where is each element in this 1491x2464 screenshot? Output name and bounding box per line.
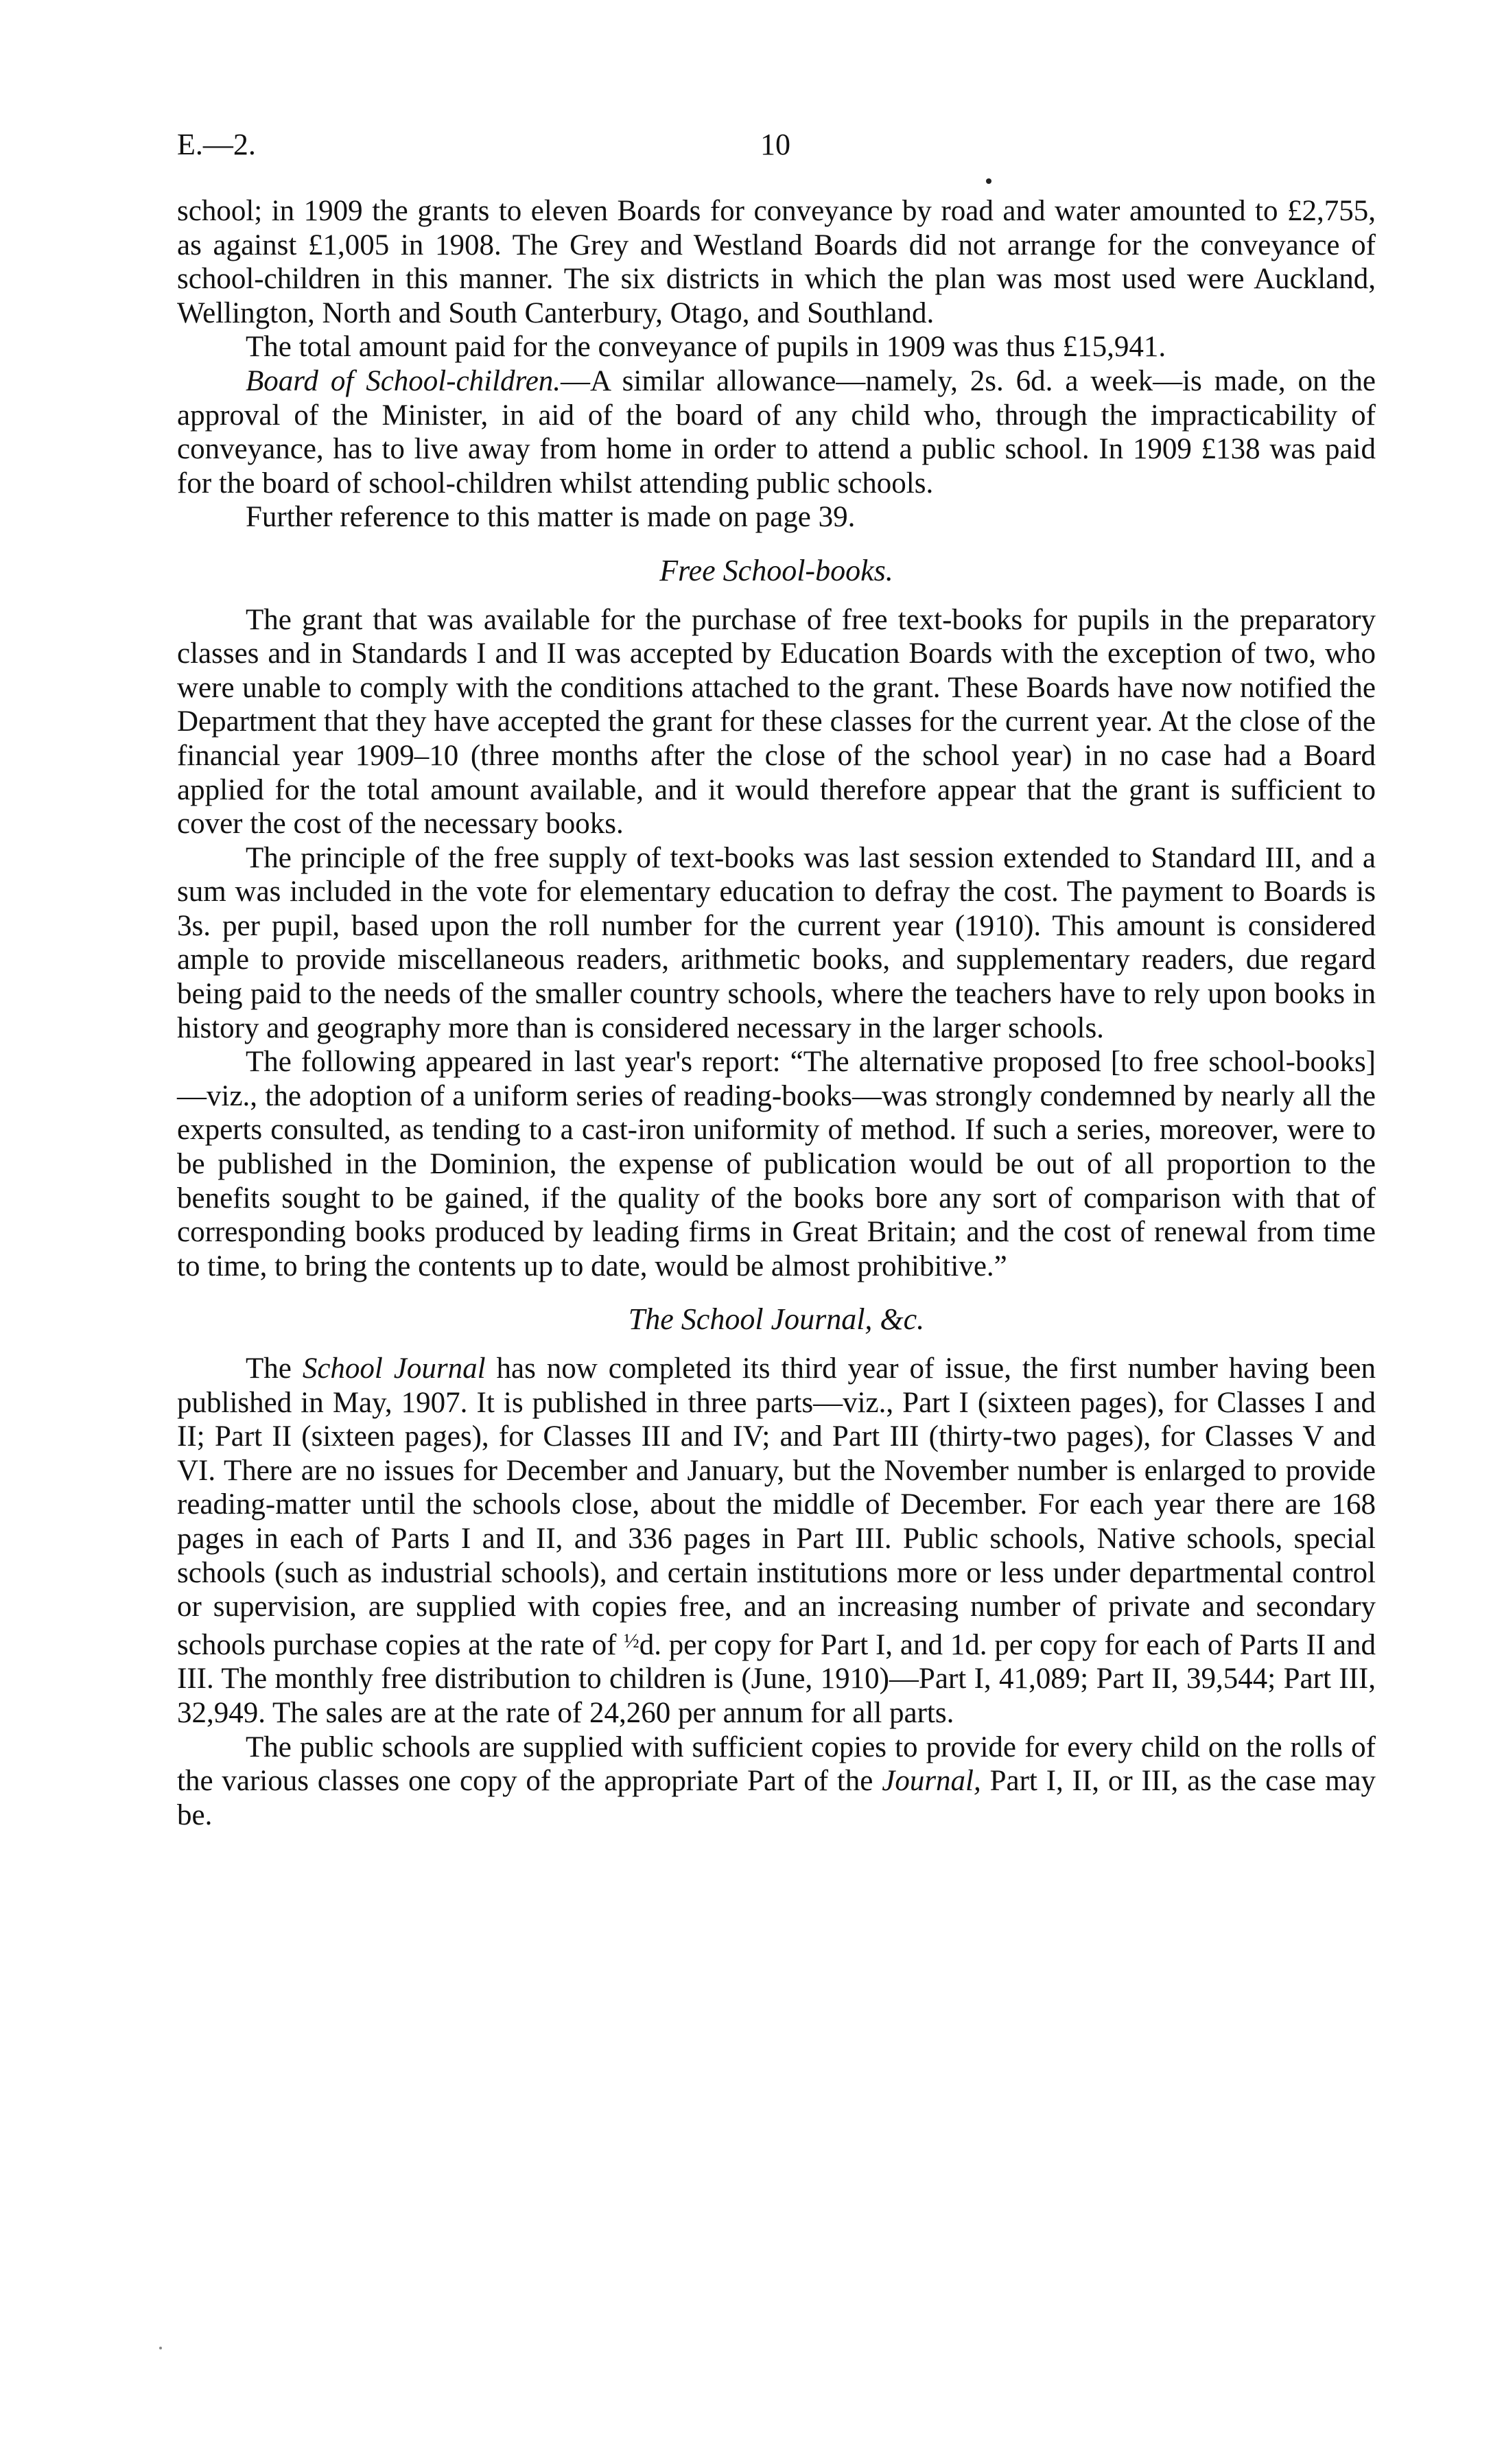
paragraph-conveyance-total: The total amount paid for the conveyance of pupils in 1909 was thus £15,941.	[246, 331, 1166, 364]
journal-title-short: Journal,	[882, 1765, 981, 1798]
document-reference: E.—2.	[177, 128, 256, 161]
paragraph-public-schools-copies	[177, 1730, 1376, 1833]
paragraph-board-of-school-children	[177, 364, 1376, 500]
paragraph-last-year-report: The following appeared in last year's report: “The alternative proposed [to free school-books]—viz., the adoption of a uniform series of reading-books—was strongly condemned by nearly all the experts consulted, as tending to a cast-iron uniformity of method. If such a series, moreover, were to be published in the Dominion, the expense of publication would be out of all proportion to the benefits sought to be gained, if the quality of the books bore any sort of comparison with that of corresponding books produced by leading firms in Great Britain; and the cost of renewal from time to time, to bring the contents up to date, would be almost prohibitive.”	[177, 1046, 1376, 1282]
fraction-half: ½	[624, 1629, 639, 1652]
margin-mark	[159, 2347, 162, 2349]
body-text	[177, 194, 1376, 1832]
journal-text-b: has now completed its third year of issue, the first number having been published in May, 1907. It is published in three parts—viz., Part I (sixteen pages), for Classes I and II; Part II (sixteen pages), for Classes III and IV; and Part III (thirty-two pages), for Classes V and VI. There are no issues for December and January, but the November number is enlarged to provide reading-matter until the schools close, about the middle of December. For each year there are 168 pages in each of Parts I and II, and 336 pages in Part III. Public schools, Native schools, special schools (such as industrial schools), and certain institutions more or less under departmental control or supervision, are supplied with copies free, and an increasing number of private and secondary schools purchase copies at the rate of	[177, 1352, 1376, 1661]
paragraph-free-supply-principle: The principle of the free supply of text-books was last session extended to Standard III, and a sum was included in the vote for elementary education to defray the cost. The payment to Boards is 3s. per pupil, based upon the roll number for the current year (1910). This amount is considered ample to provide miscellaneous readers, arithmetic books, and supplementary readers, due regard being paid to the needs of the smaller country schools, where the teachers have to rely upon books in history and geography more than is considered necessary in the larger schools.	[177, 841, 1376, 1044]
paragraph-free-books-grant: The grant that was available for the purchase of free text-books for pupils in the preparatory classes and in Standards I and II was accepted by Education Boards with the exception of two, who were unable to comply with the conditions attached to the grant. These Boards have now notified the Department that they have accepted the grant for these classes for the current year. At the close of the financial year 1909–10 (three months after the close of the school year) in no case had a Board applied for the total amount available, and it would therefore appear that the grant is sufficient to cover the cost of the necessary books.	[177, 603, 1376, 841]
journal-text-c: d. per copy for Part I, and 1d. per copy for each of Parts II and III. The monthly free distribution to children is (June, 1910)—Part I, 41,089; Part II, 39,544; Part III, 32,949. The sales are at the rate of 24,260 per annum for all parts.	[177, 1628, 1376, 1729]
paragraph-further-reference: Further reference to this matter is made on page 39.	[246, 501, 856, 534]
print-mark	[986, 178, 991, 184]
journal-title: School Journal	[302, 1352, 486, 1385]
copies-text-b: Part I, II, or III, as the case may be.	[177, 1765, 1376, 1831]
page-number: 10	[760, 128, 790, 161]
paragraph-conveyance-grants: school; in 1909 the grants to eleven Boards for conveyance by road and water amounted to £2,755, as against £1,005 in 1908. The Grey and Westland Boards did not arrange for the conveyance of school-children in this manner. The six districts in which the plan was most used were Auckland, Wellington, North and South Canterbury, Otago, and Southland.	[177, 195, 1376, 329]
page-header	[177, 127, 1376, 168]
copies-text-a: The public schools are supplied with sufficient copies to provide for every child on the rolls of the various classes one copy of the appropriate Part of the	[177, 1730, 1376, 1798]
journal-text-a: The	[246, 1352, 292, 1385]
inline-heading-board: Board of School-children.	[246, 364, 561, 397]
paragraph-board-body: —A similar allowance—namely, 2s. 6d. a week—is made, on the approval of the Minister, in aid of the board of any child who, through the impracticability of conveyance, has to live away from home in order to attend a public school. In 1909 £138 was paid for the board of school-children whilst attending public schools.	[177, 364, 1376, 500]
section-heading-free-school-books: Free School-books.	[659, 553, 893, 587]
section-heading-school-journal: The School Journal, &c.	[628, 1302, 925, 1337]
paragraph-school-journal	[177, 1352, 1376, 1730]
